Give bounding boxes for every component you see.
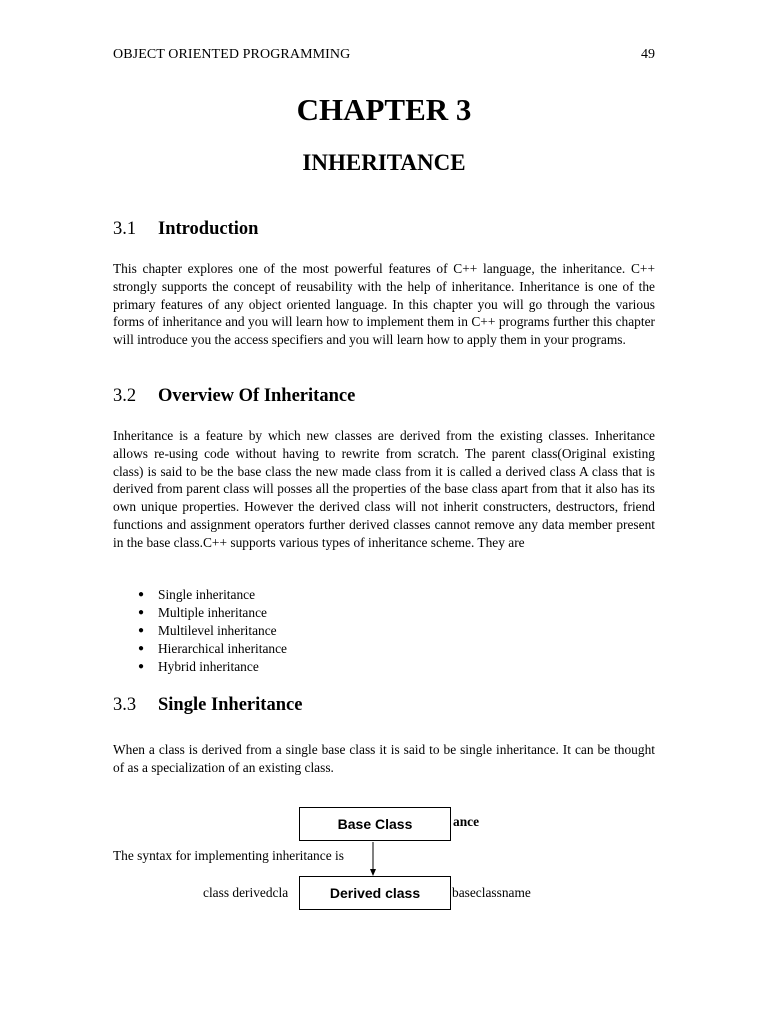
syntax-suffix: baseclassname (452, 885, 531, 900)
section-heading-overview (113, 386, 355, 407)
section-number: 3.1 (113, 219, 137, 239)
base-class-label: Base Class (337, 816, 413, 832)
chapter-label: CHAPTER 3 (296, 92, 472, 127)
derived-class-label: Derived class (329, 885, 421, 901)
list-item: ● Multiple inheritance (138, 604, 287, 622)
inheritance-arrow (360, 840, 390, 880)
section-number: 3.3 (113, 695, 137, 715)
section-title: Overview Of Inheritance (158, 386, 356, 406)
running-header-title: OBJECT ORIENTED PROGRAMMING (113, 47, 351, 62)
section-number: 3.2 (113, 386, 137, 406)
list-item: ● Hybrid inheritance (138, 658, 287, 676)
paragraph-single-inheritance: When a class is derived from a single base class it is said to be single inheritance. It can be thought of as a specialization of an existing class. (113, 742, 655, 775)
page-number: 49 (641, 47, 655, 62)
list-item: ● Multilevel inheritance (138, 622, 287, 640)
section-title: Introduction (158, 219, 259, 239)
paragraph-introduction: This chapter explores one of the most powerful features of C++ language, the inheritance. C++ strongly supports the concept of reusability with the help of inheritance. Inheritance is one of the primary features of any object oriented language. In this chapter you will go through the various forms of inheritance and you will learn how to implement them in C++ programs further this chapter will introduce you the access specifiers and you will learn how to apply them in your programs. (113, 261, 655, 348)
syntax-prefix: class derivedcla (203, 885, 289, 900)
paragraph-overview: Inheritance is a feature by which new classes are derived from the existing classes. Inheritance allows re-using code without having to rewrite from scratch. The parent class(Original existing class) is said to be the base class the new made class from it is called a derived class A class that is derived from parent class will posses all the properties of the base class apart from that it also has its own unique properties. However the derived class will not inherit constructers, destructors, friend functions and assignment operators further derived classes cannot remove any data member present in the base class.C++ supports various types of inheritance scheme. They are (113, 428, 655, 550)
section-heading-introduction (113, 219, 258, 240)
base-class-box (299, 807, 451, 841)
derived-class-box (299, 876, 451, 910)
chapter-title: INHERITANCE (302, 150, 466, 175)
section-title: Single Inheritance (158, 695, 303, 715)
list-item: ● Hierarchical inheritance (138, 640, 287, 658)
obscured-text-fragment: ance (453, 814, 480, 829)
syntax-intro-line: The syntax for implementing inheritance is (113, 848, 344, 863)
inheritance-types-list (138, 586, 287, 676)
section-heading-single-inheritance (113, 695, 302, 716)
list-item: ● Single inheritance (138, 586, 287, 604)
